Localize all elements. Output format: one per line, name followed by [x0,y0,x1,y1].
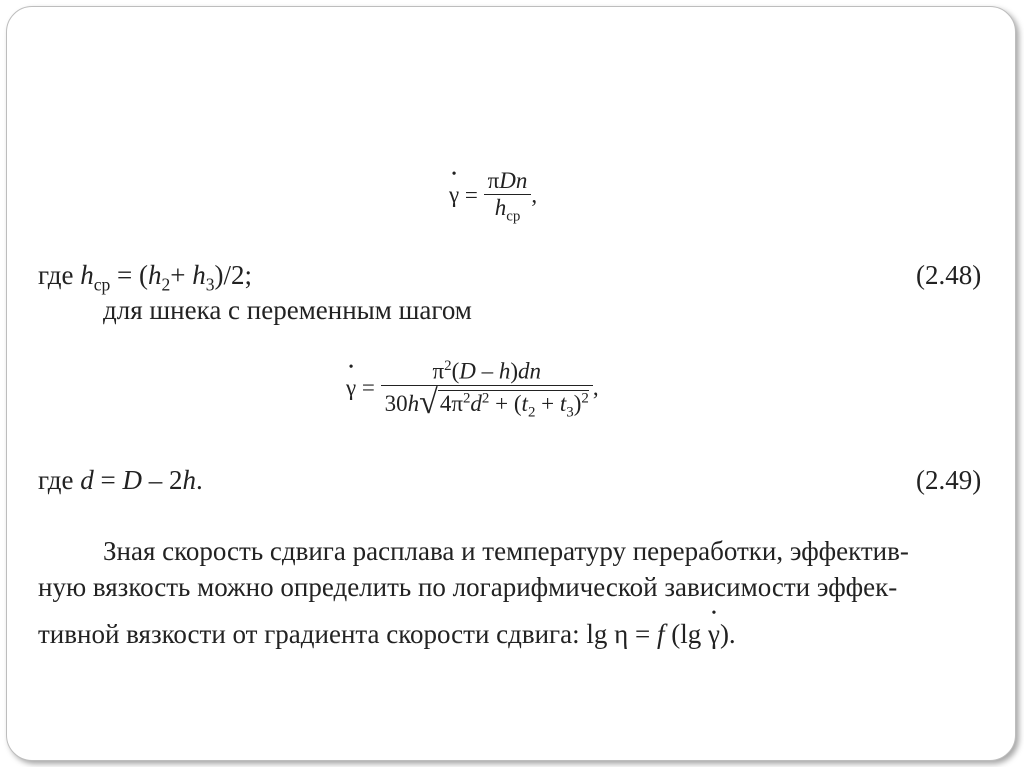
fraction: $\frac{\text{πDn}}{h_{cp}}$ [484,168,532,226]
fraction: $\frac{\pi^2(D - h)dn}{30h√4\pi^2d^2 + (t_2 + t_3)^2}$ [381,358,593,422]
gamma-dot: • γ [708,606,720,649]
paragraph-line-3: тивной вязкости от градиента скорости сдвига: lg η = f (lg • γ). [38,606,736,649]
viscosity-formula: lg η = f (lg • γ). [586,606,736,649]
gamma-dot: • γ [449,167,460,208]
definition-line-1: где $h_{cp} = (h_2+ h_3)/2$; [38,260,252,295]
formula-shear-rate-constant-pitch: • γ = $\frac{\text{πDn}}{h_{cp}}$ , [449,167,538,226]
equation-number-2-48: (2.48) [916,260,982,290]
formula-shear-rate-variable-pitch: • γ = $\frac{\pi^2(D - h)dn}{30h√4\pi^2d^2 + (t_2 + t_3)^2}$ , [346,358,599,422]
equation-number-2-49: (2.49) [916,465,982,495]
text-variable-pitch: для шнека с переменным шагом [103,295,472,325]
paragraph-line-2: ную вязкость можно определить по логарифмической зависимости эффек- [38,572,898,602]
sqrt-icon: √ [419,384,438,422]
definition-line-2: где d = D – 2h. [38,465,203,495]
paragraph-line-1: Зная скорость сдвига расплава и температуру переработки, эффектив- [103,536,909,566]
gamma-dot: • γ [346,360,357,401]
